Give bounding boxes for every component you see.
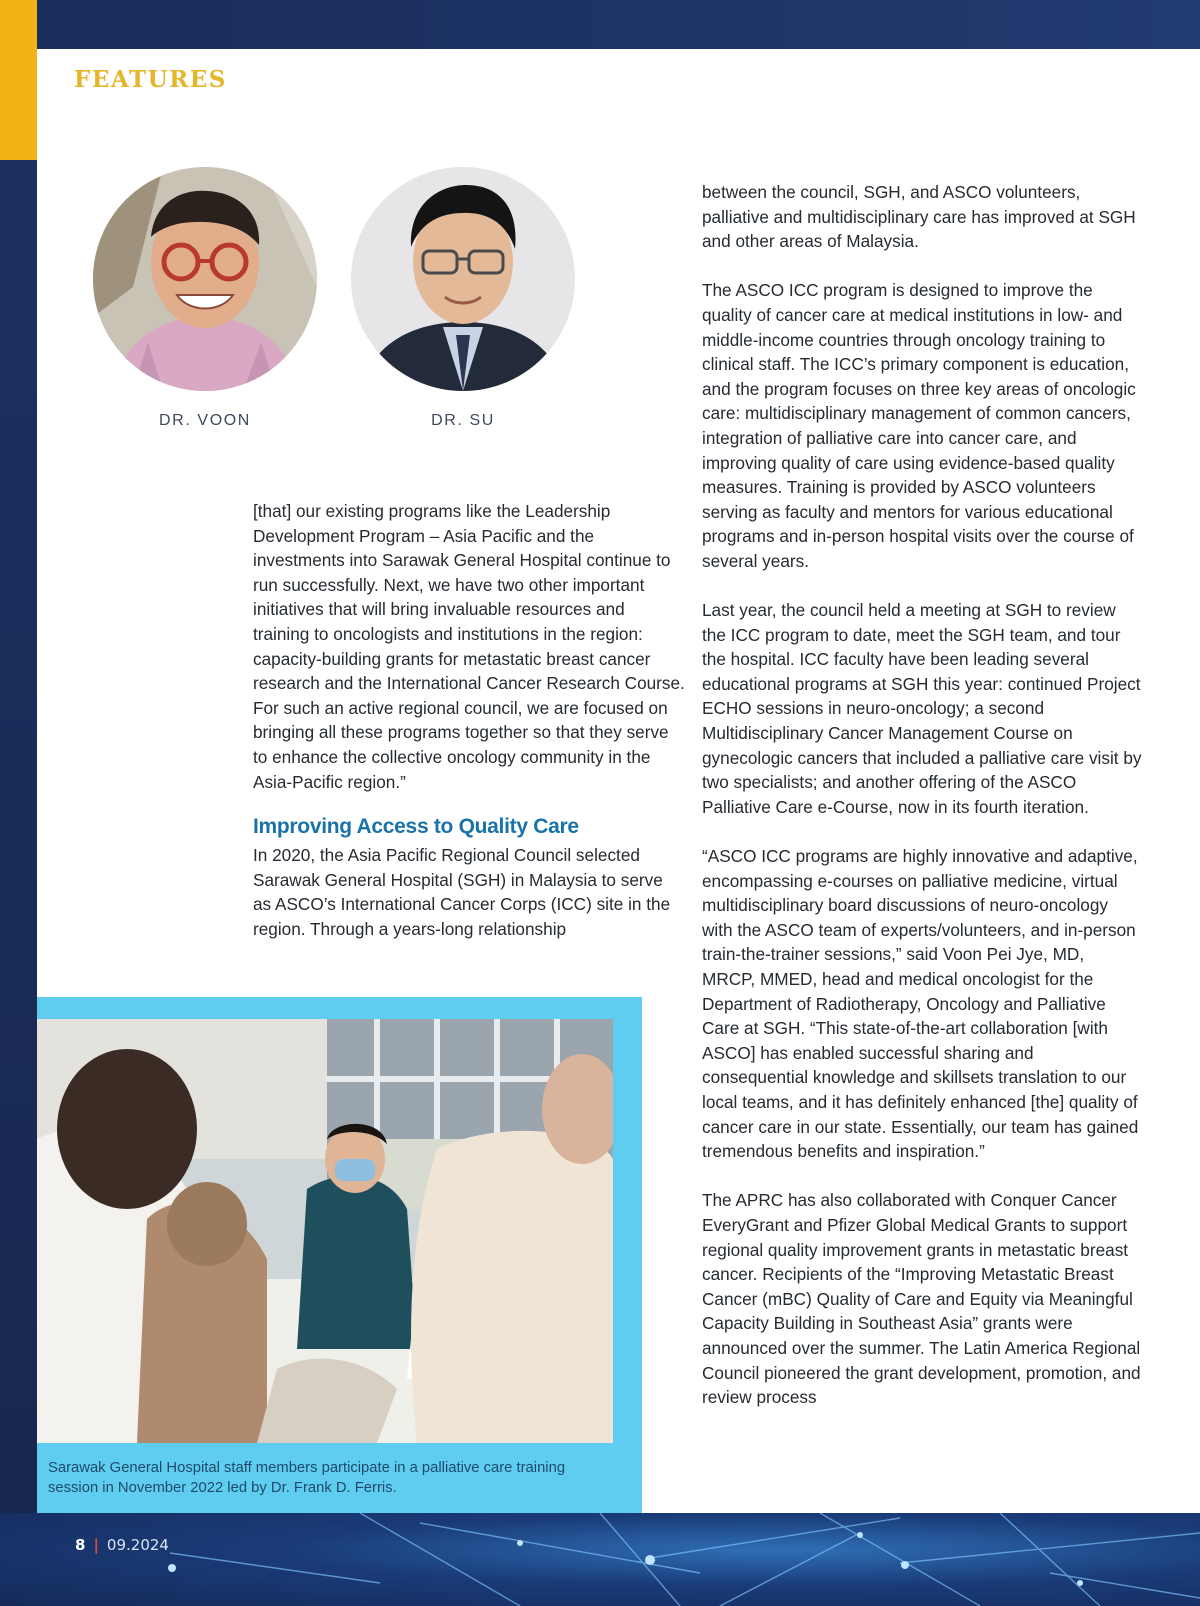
article-column-middle-continued — [253, 843, 685, 941]
article-subhead: Improving Access to Quality Care — [253, 815, 579, 838]
article-paragraph: [that] our existing programs like the Leadership Development Program – Asia Pacific and the investments into Sarawak General Hospital continue to run successfully. Next, we have two other important initiatives that will bring invaluable resources and training to oncologists and institutions in the region: capacity-building grants for metastatic breast cancer research and the International Cancer Research Course. For such an active regional council, we are focused on bringing all these programs together so that they serve to enhance the collective oncology community in the Asia-Pacific region.” — [253, 501, 685, 792]
footer-network-graphic — [0, 1513, 1200, 1606]
issue-date: 09.2024 — [106, 1536, 169, 1554]
folio-separator: | — [93, 1536, 99, 1554]
article-column-middle — [253, 499, 685, 794]
gold-accent-strip — [0, 0, 37, 160]
article-paragraph: The APRC has also collaborated with Conquer Cancer EveryGrant and Pfizer Global Medical Grants to support regional quality improvement grants in metastatic breast cancer. Recipients of the “Improving Metastatic Breast Cancer (mBC) Quality of Care and Equity via Meaningful Capacity Building in Southeast Asia” grants were announced over the summer. The Latin America Regional Council pioneered the grant development, promotion, and review process — [702, 1190, 1141, 1408]
portrait-caption-voon: DR. VOON — [159, 412, 251, 429]
photo-frame — [37, 997, 642, 1513]
left-navy-band — [0, 160, 37, 1515]
portrait-dr-su — [351, 167, 575, 391]
top-banner — [37, 0, 1200, 50]
portrait-caption-su: DR. SU — [431, 412, 495, 429]
article-paragraph: between the council, SGH, and ASCO volunteers, palliative and multidisciplinary care has improved at SGH and other areas of Malaysia. — [702, 182, 1136, 252]
article-column-right — [702, 180, 1142, 1410]
training-session-photo — [37, 1019, 613, 1443]
page-number: 8 — [75, 1536, 86, 1554]
section-label: FEATURES — [74, 66, 227, 93]
photo-caption: Sarawak General Hospital staff members participate in a palliative care training session in November 2022 led by Dr. Frank D. Ferris. — [48, 1460, 566, 1496]
portrait-dr-voon — [93, 167, 317, 391]
article-paragraph: Last year, the council held a meeting at SGH to review the ICC program to date, meet the SGH team, and tour the hospital. ICC faculty have been leading several educational programs at SGH this year: continued Project ECHO sessions in neuro-oncology; a second Multidisciplinary Cancer Management Course on gynecologic cancers that included a palliative care visit by two specialists; and another offering of the ASCO Palliative Care e-Course, now in its fourth iteration. — [702, 600, 1142, 817]
page-folio — [75, 1536, 169, 1554]
article-paragraph: In 2020, the Asia Pacific Regional Council selected Sarawak General Hospital (SGH) in Malaysia to serve as ASCO’s International Cancer Corps (ICC) site in the region. Through a years-long relationship — [253, 845, 671, 939]
article-paragraph: The ASCO ICC program is designed to improve the quality of cancer care at medical institutions in low- and middle-income countries through oncology training to clinical staff. The ICC’s primary component is education, and the program focuses on three key areas of oncologic care: multidisciplinary management of common cancers, integration of palliative care into cancer care, and improving quality of care using evidence-based quality measures. Training is provided by ASCO volunteers serving as faculty and mentors for various educational programs and in-person hospital visits over the course of several years. — [702, 280, 1136, 571]
article-paragraph: “ASCO ICC programs are highly innovative and adaptive, encompassing e-courses on palliative medicine, virtual multidisciplinary board discussions of neuro-oncology with the ASCO team of experts/volunteers, and in-person train-the-trainer sessions,” said Voon Pei Jye, MD, MRCP, MMED, head and medical oncologist for the Department of Radiotherapy, Oncology and Palliative Care at SGH. “This state-of-the-art collaboration [with ASCO] has enabled successful sharing and consequential knowledge and skillsets translation to our local teams, and it has definitely enhanced [the] quality of cancer care in our state. Essentially, our team has gained tremendous benefits and inspiration.” — [702, 846, 1139, 1162]
